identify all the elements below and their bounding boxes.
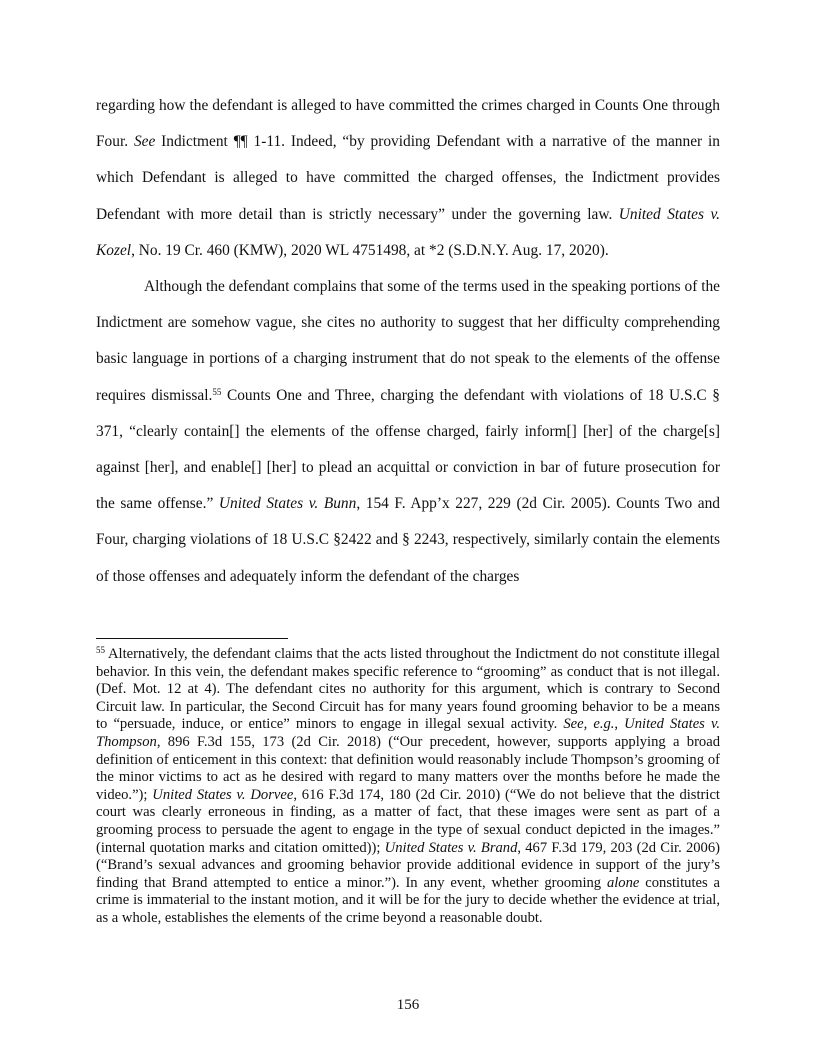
text-run: , 616 F.3d 174, 180 (2d Cir. 2010) (“We do not believe that the district court was clearly erroneous in finding, as a matter of fact, that these images were sent as part of a grooming process to persuade the agent to engage in the type of sexual conduct depicted in the images.” (internal quotation marks and citation omitted)); [96,786,720,856]
text-run: Indictment ¶¶ 1-11. Indeed, “by providing Defendant with a narrative of the manner in which Defendant is alleged to have committed the charged offenses, the Indictment provides Defendant with more detail than is strictly necessary” under the governing law. [96,133,720,223]
case-name-thompson: United States v. Thompson [96,716,720,750]
paragraph-vagueness [96,269,720,595]
paragraph-continuation [96,88,720,269]
text-run: , No. 19 Cr. 460 (KMW), 2020 WL 4751498, at *2 (S.D.N.Y. Aug. 17, 2020). [131,241,609,259]
footnote-separator [96,638,288,639]
text-run: , 154 F. App’x 227, 229 (2d Cir. 2005). Counts Two and Four, charging violations of 18 U.S.C §2422 and § 2243, respectively, similarly contain the elements of those offenses and adequately inform the defendant of the charges [96,495,721,585]
case-name-dorvee: United States v. Dorvee [152,786,294,803]
footnote-number: 55 [96,645,105,655]
text-run: , [614,716,625,733]
text-run: Alternatively, the defendant claims that the acts listed throughout the Indictment do not constitute illegal behavior. In this vein, the defendant makes specific reference to “grooming” as conduct that is not illegal. (Def. Mot. 12 at 4). The defendant cites no authority for this argument, which is contrary to Second Circuit law. In particular, the Second Circuit has for many years found grooming behavior to be a means to “persuade, induce, or entice” minors to engage in illegal sexual activity. [96,646,720,733]
document-body [96,88,720,595]
text-run: Counts One and Three, charging the defendant with violations of 18 U.S.C § 371, “clearly contain[] the elements of the offense charged, fairly inform[] [her] of the charge[s] against [her], and enable[] [her] to plead an acquittal or conviction in bar of future prosecution for the same offense.” [96,386,721,513]
text-run: , 896 F.3d 155, 173 (2d Cir. 2018) (“Our precedent, however, supports applying a broad definition of enticement in this context: that definition would reasonably include Thompson’s grooming of the minor victims to act as he desired with regard to many matters over the months before he made the video.”); [96,733,720,803]
text-run: , 467 F.3d 179, 203 (2d Cir. 2006) (“Brand’s sexual advances and grooming behavior provide additional evidence in support of the jury’s finding that Brand attempted to entice a minor.”). In any event, whether grooming [96,839,720,891]
case-name-kozel: United States v. Kozel [96,205,720,259]
signal-see: See [133,133,156,151]
text-run: regarding how the defendant is alleged to have committed the crimes charged in Counts One through Four. [96,97,720,151]
page-number: 156 [396,997,420,1013]
text-run: constitutes a crime is immaterial to the instant motion, and it will be for the jury to decide whether the evidence at trial, as a whole, establishes the elements of the crime beyond a reasonable doubt. [96,874,721,926]
case-name-bunn: United States v. Bunn [218,495,357,513]
footnote-55 [96,646,720,928]
case-name-brand: United States v. Brand [384,839,518,856]
text-run: Although the defendant complains that some of the terms used in the speaking portions of the Indictment are somehow vague, she cites no authority to suggest that her difficulty comprehending basic language in portions of a charging instrument that do not speak to the elements of the offense requires dismissal. [96,278,720,404]
emphasis-alone: alone [606,874,640,891]
footnote-reference[interactable]: 55 [212,386,222,397]
signal-see-eg: See, e.g. [563,716,615,733]
